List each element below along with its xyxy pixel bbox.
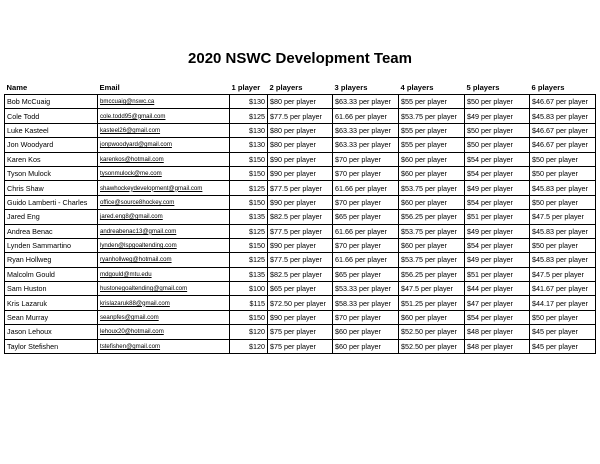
roster-table [4,81,596,354]
price-2-players: $90 per player [268,195,333,209]
table-row [5,339,596,353]
price-4-players: $60 per player [399,195,465,209]
price-5-players: $49 per player [465,181,530,195]
price-3-players: 61.66 per player [333,253,399,267]
email-link[interactable]: tstefishen@gmail.com [98,339,230,353]
email-link[interactable]: karenkos@hotmail.com [98,152,230,166]
price-2-players: $77.5 per player [268,181,333,195]
email-link[interactable]: jonpwoodyard@gmail.com [98,138,230,152]
price-3-players: $60 per player [333,339,399,353]
price-5-players: $54 per player [465,310,530,324]
price-1-player: $120 [230,339,268,353]
page-title: 2020 NSWC Development Team [188,50,412,67]
price-3-players: $65 per player [333,210,399,224]
price-5-players: $54 per player [465,152,530,166]
price-1-player: $125 [230,109,268,123]
price-4-players: $51.25 per player [399,296,465,310]
name-cell: Lynden Sammartino [5,238,98,252]
price-2-players: $80 per player [268,95,333,109]
table-row [5,310,596,324]
price-1-player: $125 [230,181,268,195]
email-link[interactable]: bmccuaig@nswc.ca [98,95,230,109]
header-email: Email [99,82,120,92]
price-5-players: $48 per player [465,325,530,339]
price-3-players: $58.33 per player [333,296,399,310]
price-4-players: $47.5 per player [399,282,465,296]
price-6-players: $46.67 per player [530,138,596,152]
price-4-players: $53.75 per player [399,181,465,195]
price-4-players: $52.50 per player [399,325,465,339]
price-5-players: $49 per player [465,253,530,267]
price-1-player: $125 [230,253,268,267]
price-1-player: $130 [230,123,268,137]
name-cell: Taylor Stefishen [5,339,98,353]
price-2-players: $77.5 per player [268,224,333,238]
price-3-players: $70 per player [333,166,399,180]
price-1-player: $100 [230,282,268,296]
price-6-players: $47.5 per player [530,267,596,281]
price-4-players: $53.75 per player [399,253,465,267]
price-6-players: $45 per player [530,339,596,353]
name-cell: Ryan Hollweg [5,253,98,267]
price-5-players: $47 per player [465,296,530,310]
price-3-players: 61.66 per player [333,181,399,195]
name-cell: Sam Huston [5,282,98,296]
table-row [5,95,596,109]
email-link[interactable]: ryanhollweg@hotmail.com [98,253,230,267]
price-5-players: $48 per player [465,339,530,353]
email-link[interactable]: tysonmulock@me.com [98,166,230,180]
price-2-players: $75 per player [268,325,333,339]
table-row [5,138,596,152]
price-6-players: $46.67 per player [530,95,596,109]
price-2-players: $90 per player [268,166,333,180]
name-cell: Bob McCuaig [5,95,98,109]
price-1-player: $150 [230,152,268,166]
price-6-players: $45.83 per player [530,224,596,238]
price-4-players: $60 per player [399,238,465,252]
table-row [5,238,596,252]
price-3-players: $65 per player [333,267,399,281]
price-5-players: $49 per player [465,224,530,238]
price-1-player: $150 [230,166,268,180]
price-1-player: $135 [230,210,268,224]
price-1-player: $130 [230,138,268,152]
price-6-players: $50 per player [530,152,596,166]
price-5-players: $50 per player [465,95,530,109]
header-4-players: 4 players [400,82,434,92]
header-6-players: 6 players [531,82,565,92]
price-6-players: $41.67 per player [530,282,596,296]
table-row [5,166,596,180]
price-3-players: $63.33 per player [333,95,399,109]
name-cell: Guido Lamberti - Charles [5,195,98,209]
price-2-players: $90 per player [268,152,333,166]
name-cell: Jason Lehoux [5,325,98,339]
price-6-players: $45 per player [530,325,596,339]
table-row [5,282,596,296]
price-3-players: $70 per player [333,310,399,324]
price-6-players: $50 per player [530,195,596,209]
price-2-players: $72.50 per player [268,296,333,310]
price-3-players: $63.33 per player [333,123,399,137]
price-6-players: $45.83 per player [530,109,596,123]
price-3-players: $60 per player [333,325,399,339]
price-6-players: $44.17 per player [530,296,596,310]
price-1-player: $130 [230,95,268,109]
header-name: Name [6,82,28,92]
email-link[interactable]: shawhockeydevelopment@gmail.com [98,181,230,195]
price-2-players: $82.5 per player [268,267,333,281]
email-link[interactable]: mdgould@mtu.edu [98,267,230,281]
header-3-players: 3 players [334,82,368,92]
name-cell: Luke Kasteel [5,123,98,137]
price-6-players: $50 per player [530,238,596,252]
price-4-players: $60 per player [399,152,465,166]
price-5-players: $51 per player [465,210,530,224]
price-1-player: $150 [230,195,268,209]
table-row [5,109,596,123]
table-body [5,95,596,354]
price-2-players: $77.5 per player [268,109,333,123]
price-6-players: $50 per player [530,310,596,324]
email-link[interactable]: cole.todd95@gmail.com [98,109,230,123]
price-1-player: $150 [230,310,268,324]
name-cell: Tyson Mulock [5,166,98,180]
price-4-players: $60 per player [399,166,465,180]
email-link[interactable]: kasteel26@gmail.com [98,123,230,137]
name-cell: Jon Woodyard [5,138,98,152]
email-link[interactable]: seanpfes@gmail.com [98,310,230,324]
price-5-players: $54 per player [465,195,530,209]
price-2-players: $77.5 per player [268,253,333,267]
price-2-players: $80 per player [268,138,333,152]
price-3-players: $70 per player [333,195,399,209]
price-3-players: $63.33 per player [333,138,399,152]
table-row [5,123,596,137]
name-cell: Andrea Benac [5,224,98,238]
price-3-players: 61.66 per player [333,224,399,238]
email-link[interactable]: jared.eng8@gmail.com [98,210,230,224]
price-1-player: $120 [230,325,268,339]
price-2-players: $80 per player [268,123,333,137]
price-1-player: $135 [230,267,268,281]
price-1-player: $150 [230,238,268,252]
price-4-players: $55 per player [399,123,465,137]
table-row [5,267,596,281]
table-row [5,253,596,267]
price-6-players: $46.67 per player [530,123,596,137]
price-2-players: $82.5 per player [268,210,333,224]
table-row [5,210,596,224]
name-cell: Kris Lazaruk [5,296,98,310]
price-5-players: $54 per player [465,238,530,252]
price-3-players: $70 per player [333,238,399,252]
price-4-players: $55 per player [399,138,465,152]
price-4-players: $55 per player [399,95,465,109]
price-6-players: $45.83 per player [530,181,596,195]
price-4-players: $53.75 per player [399,109,465,123]
table-row [5,325,596,339]
name-cell: Malcolm Gould [5,267,98,281]
name-cell: Karen Kos [5,152,98,166]
price-6-players: $45.83 per player [530,253,596,267]
header-2-players: 2 players [269,82,303,92]
email-link[interactable]: andreabenac13@gmail.com [98,224,230,238]
name-cell: Chris Shaw [5,181,98,195]
price-4-players: $56.25 per player [399,267,465,281]
name-cell: Jared Eng [5,210,98,224]
price-5-players: $44 per player [465,282,530,296]
price-2-players: $65 per player [268,282,333,296]
header-5-players: 5 players [466,82,500,92]
header-row [5,81,596,95]
price-4-players: $53.75 per player [399,224,465,238]
price-5-players: $50 per player [465,123,530,137]
price-5-players: $50 per player [465,138,530,152]
price-4-players: $52.50 per player [399,339,465,353]
price-4-players: $56.25 per player [399,210,465,224]
header-1-player: 1 player [231,82,261,92]
table-row [5,152,596,166]
price-3-players: $70 per player [333,152,399,166]
name-cell: Cole Todd [5,109,98,123]
price-5-players: $54 per player [465,166,530,180]
price-4-players: $60 per player [399,310,465,324]
email-link[interactable]: office@source8hockey.com [98,195,230,209]
email-link[interactable]: hustonegoaltending@gmail.com [98,282,230,296]
price-6-players: $50 per player [530,166,596,180]
table-row [5,181,596,195]
price-1-player: $115 [230,296,268,310]
email-link[interactable]: lynden@lspgoaltending.com [98,238,230,252]
table-row [5,224,596,238]
name-cell: Sean Murray [5,310,98,324]
table-row [5,195,596,209]
price-2-players: $90 per player [268,238,333,252]
price-6-players: $47.5 per player [530,210,596,224]
price-2-players: $90 per player [268,310,333,324]
table-row [5,296,596,310]
email-link[interactable]: lehoux20@hotmail.com [98,325,230,339]
email-link[interactable]: krislazaruk88@gmail.com [98,296,230,310]
price-5-players: $51 per player [465,267,530,281]
price-2-players: $75 per player [268,339,333,353]
price-5-players: $49 per player [465,109,530,123]
price-3-players: 61.66 per player [333,109,399,123]
price-1-player: $125 [230,224,268,238]
price-3-players: $53.33 per player [333,282,399,296]
